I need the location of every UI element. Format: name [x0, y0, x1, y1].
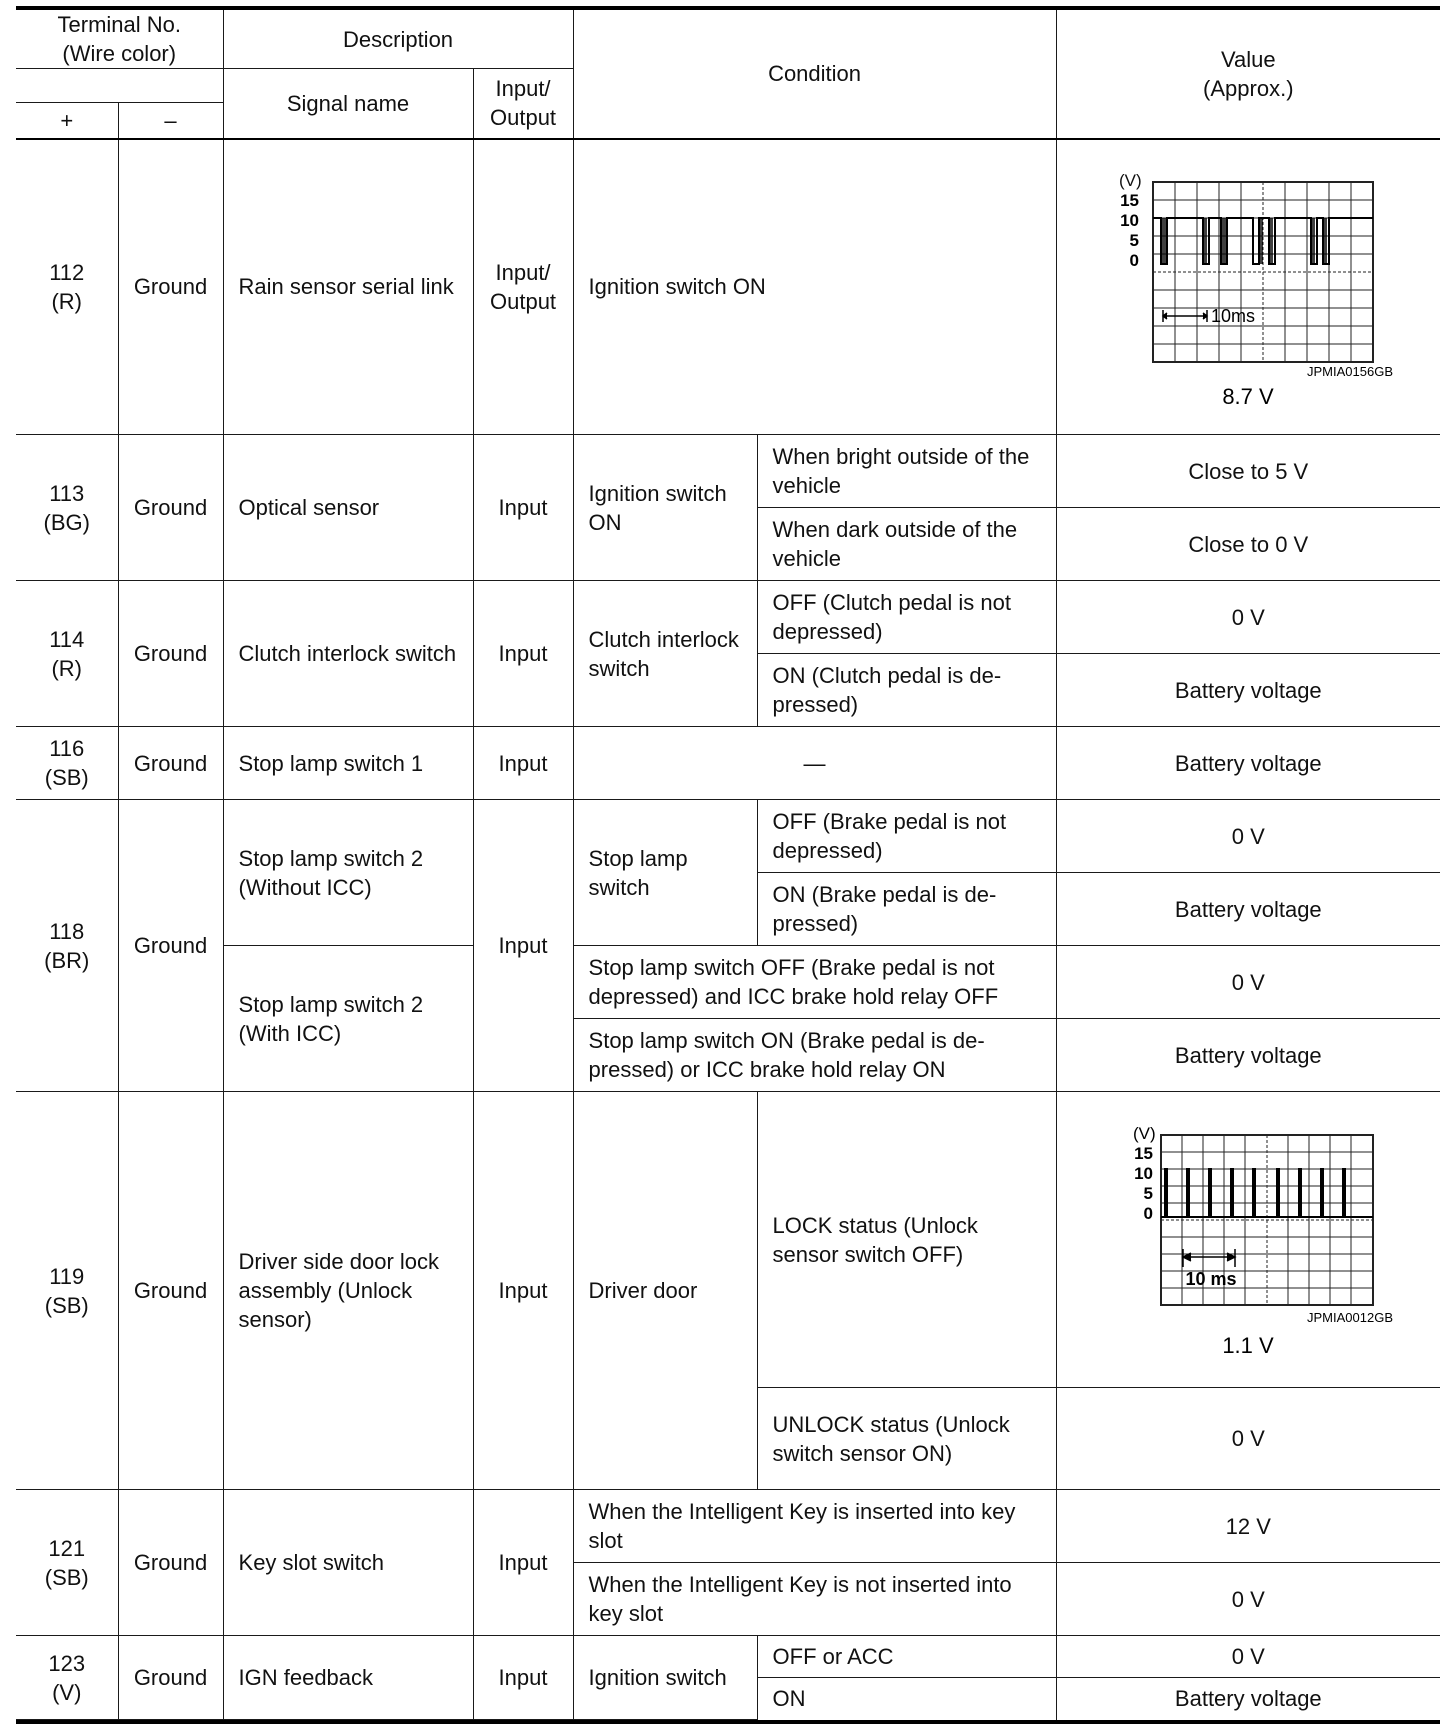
- value-cell: 0 V: [1056, 1636, 1440, 1678]
- ground-cell: Ground: [118, 1636, 223, 1720]
- terminal-cell: [16, 581, 118, 727]
- header-input-output: Input/ Output: [473, 69, 573, 139]
- terminal-cell: [16, 435, 118, 581]
- wave-y-unit: (V): [1133, 1124, 1156, 1143]
- terminal-cell: [16, 727, 118, 800]
- ground-cell: Ground: [118, 1092, 223, 1490]
- condition-cell: Ignition switch: [573, 1636, 757, 1720]
- wave-y-tick: 0: [1143, 1204, 1154, 1223]
- condition-cell: Ignition switch ON: [573, 139, 1056, 435]
- value-cell: Close to 5 V: [1056, 435, 1440, 508]
- value-cell: [1056, 139, 1440, 435]
- value-cell: [1056, 1092, 1440, 1388]
- wire-color: (V): [52, 1679, 82, 1705]
- wave-time-marker: [1163, 310, 1207, 322]
- wave-grid: [1153, 182, 1373, 362]
- table-row-112: [16, 139, 1440, 435]
- signal-name-cell: Optical sensor: [223, 435, 473, 581]
- io-cell: Input: [473, 1636, 573, 1720]
- io-cell: Input: [473, 435, 573, 581]
- condition-cell: —: [573, 727, 1056, 800]
- figure-code: JPMIA0156GB: [1307, 364, 1394, 380]
- header-value-label: Value: [1220, 46, 1276, 72]
- terminal-cell: [16, 1636, 118, 1720]
- table-row-119: [16, 1092, 1440, 1388]
- subcondition-cell: OFF (Clutch pedal is not depressed): [757, 581, 1056, 654]
- table-row-118: [16, 800, 1440, 873]
- signal-name-cell: Clutch interlock switch: [223, 581, 473, 727]
- terminal-number: 119: [49, 1263, 85, 1289]
- signal-name-cell: Key slot switch: [223, 1490, 473, 1636]
- subcondition-cell: ON (Clutch pedal is de-pressed): [757, 654, 1056, 727]
- wave-y-unit: (V): [1119, 171, 1142, 191]
- header-approx-label: (Approx.): [1203, 75, 1294, 101]
- value-cell: Battery voltage: [1056, 654, 1440, 727]
- terminal-cell: [16, 1490, 118, 1636]
- wave-time-marker: [1183, 1249, 1235, 1267]
- value-cell: Battery voltage: [1056, 1019, 1440, 1092]
- condition-cell: Driver door: [573, 1092, 757, 1490]
- subcondition-cell: OFF or ACC: [757, 1636, 1056, 1678]
- value-cell: 0 V: [1056, 800, 1440, 873]
- wire-color: (SB): [44, 1564, 89, 1590]
- wave-burst: [1162, 218, 1326, 264]
- wave-y-tick: 0: [1129, 251, 1140, 271]
- condition-cell: Ignition switch ON: [573, 435, 757, 581]
- io-cell: Input: [473, 581, 573, 727]
- wave-time-label: 10ms: [1211, 306, 1256, 327]
- table-row-116: [16, 727, 1440, 800]
- header-terminal-no-label: Terminal No.: [57, 12, 181, 37]
- wire-color: (SB): [44, 765, 89, 790]
- terminal-number: 123: [48, 1650, 86, 1676]
- wave-y-tick: 5: [1129, 231, 1140, 251]
- subcondition-cell: When dark outside of the vehicle: [757, 508, 1056, 581]
- io-cell: Input: [473, 727, 573, 800]
- table-row-113: [16, 435, 1440, 508]
- subcondition-cell: OFF (Brake pedal is not depressed): [757, 800, 1056, 873]
- subcondition-cell: ON: [757, 1678, 1056, 1720]
- subcondition-cell: ON (Brake pedal is de-pressed): [757, 873, 1056, 946]
- wire-color: (R): [51, 288, 83, 314]
- terminal-number: 113: [49, 480, 85, 506]
- table-row-118-c: [16, 946, 1440, 1019]
- signal-name-cell: Stop lamp switch 2 (Without ICC): [223, 800, 473, 946]
- signal-name-cell: Stop lamp switch 1: [223, 727, 473, 800]
- ground-cell: Ground: [118, 581, 223, 727]
- subcondition-cell: LOCK status (Unlock sensor switch OFF): [757, 1092, 1056, 1388]
- value-cell: Battery voltage: [1056, 873, 1440, 946]
- wave-y-tick: 15: [1134, 1144, 1154, 1163]
- unlock-sensor-waveform: [1083, 1117, 1413, 1362]
- condition-cell: Stop lamp switch: [573, 800, 757, 946]
- value-cell: 12 V: [1056, 1490, 1440, 1563]
- io-cell: Input: [473, 1092, 573, 1490]
- header-value: [1056, 10, 1440, 139]
- condition-cell: Stop lamp switch ON (Brake pedal is de-pressed) or ICC brake hold relay ON: [573, 1019, 1056, 1092]
- rain-sensor-waveform: [1083, 164, 1413, 409]
- table-row-123: [16, 1636, 1440, 1678]
- terminal-number: 112: [49, 259, 85, 285]
- header-signal-name: Signal name: [223, 69, 473, 139]
- subcondition-cell: UNLOCK status (Unlock switch sensor ON): [757, 1388, 1056, 1490]
- value-text: 1.1 V: [1222, 1333, 1274, 1358]
- ground-cell: Ground: [118, 435, 223, 581]
- signal-name-cell: IGN feedback: [223, 1636, 473, 1720]
- subcondition-cell: When bright outside of the vehicle: [757, 435, 1056, 508]
- wave-y-tick: 10: [1120, 211, 1140, 231]
- terminal-cell: [16, 1092, 118, 1490]
- condition-cell: Stop lamp switch OFF (Brake pedal is not depressed) and ICC brake hold relay OFF: [573, 946, 1056, 1019]
- terminal-cell: [16, 800, 118, 1092]
- io-cell: Input/ Output: [473, 139, 573, 435]
- header-description: Description: [223, 10, 573, 69]
- wire-color: (SB): [44, 1292, 89, 1318]
- wire-color: (BR): [44, 947, 90, 973]
- wave-y-tick: 15: [1120, 191, 1140, 211]
- header-plus: +: [16, 103, 118, 139]
- header-terminal-no: [16, 10, 223, 69]
- condition-cell: When the Intelligent Key is not inserted into key slot: [573, 1563, 1056, 1636]
- terminal-cell: [16, 139, 118, 435]
- wire-color: (BG): [43, 509, 90, 535]
- value-cell: Battery voltage: [1056, 727, 1440, 800]
- ground-cell: Ground: [118, 727, 223, 800]
- signal-name-cell: Rain sensor serial link: [223, 139, 473, 435]
- terminal-table: [16, 10, 1440, 1720]
- header-condition: Condition: [573, 10, 1056, 139]
- wire-color: (R): [51, 655, 83, 681]
- wave-y-tick: 10: [1134, 1164, 1154, 1183]
- ground-cell: Ground: [118, 800, 223, 1092]
- io-cell: Input: [473, 1490, 573, 1636]
- figure-code: JPMIA0012GB: [1307, 1310, 1394, 1325]
- table-row-114: [16, 581, 1440, 654]
- value-cell: 0 V: [1056, 581, 1440, 654]
- value-cell: Close to 0 V: [1056, 508, 1440, 581]
- terminal-number: 121: [48, 1535, 86, 1561]
- terminal-number: 114: [49, 626, 85, 652]
- wave-time-label: 10 ms: [1185, 1269, 1237, 1289]
- ground-cell: Ground: [118, 1490, 223, 1636]
- condition-cell: When the Intelligent Key is inserted into key slot: [573, 1490, 1056, 1563]
- terminal-table-document: [16, 6, 1440, 1724]
- wave-y-tick: 5: [1143, 1184, 1154, 1203]
- value-cell: Battery voltage: [1056, 1678, 1440, 1720]
- header-wire-color-label: (Wire color): [62, 41, 177, 66]
- table-row-121: [16, 1490, 1440, 1563]
- value-cell: 0 V: [1056, 946, 1440, 1019]
- header-minus: –: [118, 103, 223, 139]
- value-cell: 0 V: [1056, 1388, 1440, 1490]
- terminal-number: 118: [49, 918, 85, 944]
- ground-cell: Ground: [118, 139, 223, 435]
- value-cell: 0 V: [1056, 1563, 1440, 1636]
- value-text: 8.7 V: [1222, 384, 1274, 410]
- header-terminal-spacer: [16, 69, 223, 103]
- signal-name-cell: Stop lamp switch 2 (With ICC): [223, 946, 473, 1092]
- terminal-number: 116: [49, 736, 85, 761]
- signal-name-cell: Driver side door lock assembly (Unlock sensor): [223, 1092, 473, 1490]
- condition-cell: Clutch interlock switch: [573, 581, 757, 727]
- io-cell: Input: [473, 800, 573, 1092]
